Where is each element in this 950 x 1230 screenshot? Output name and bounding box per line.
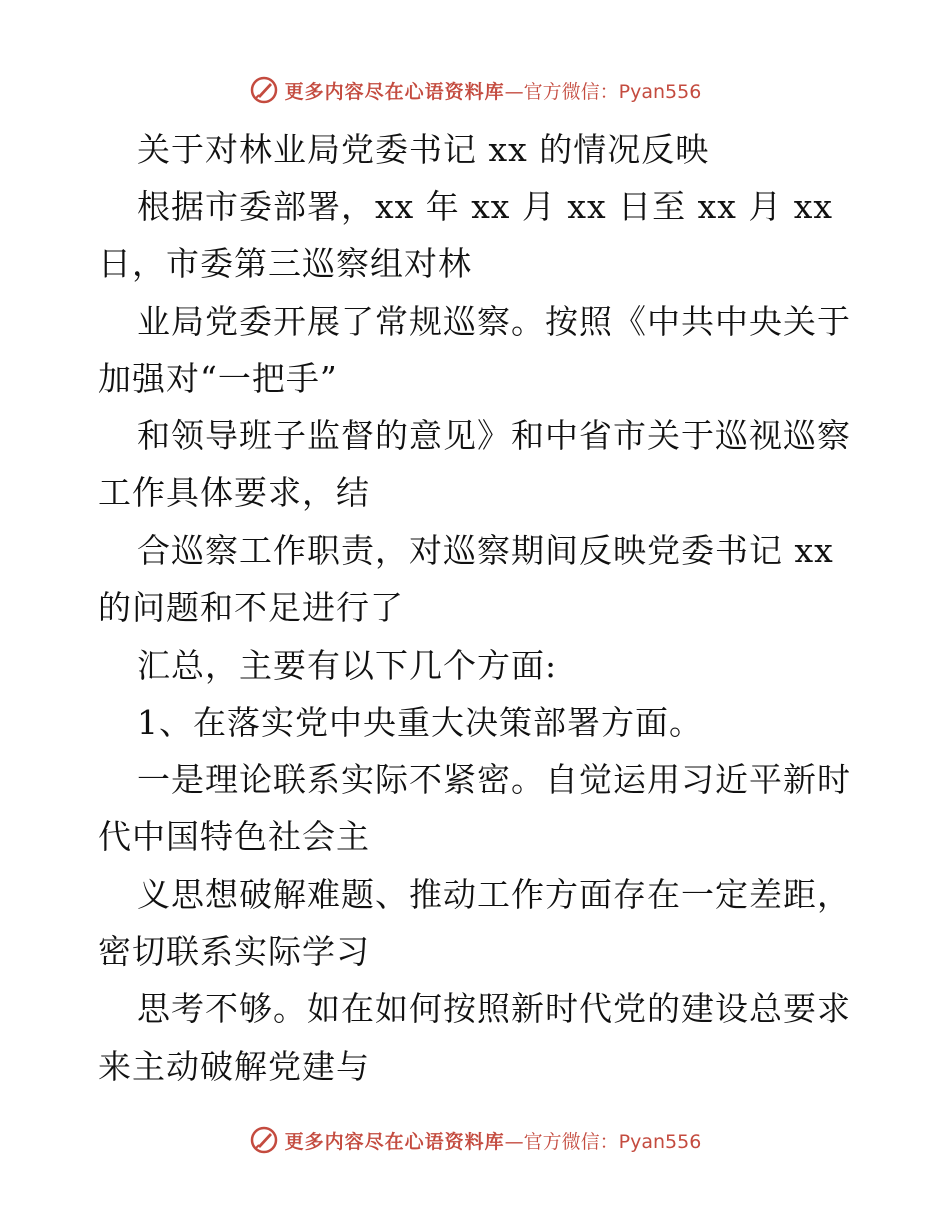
text-line: 加强对“一把手” [98,359,338,398]
text-line: 一是理论联系实际不紧密。自觉运用习近平新时 [137,760,851,799]
text-line: 来主动破解党建与 [98,1047,370,1086]
text-line: 的问题和不足进行了 [98,588,404,627]
text-line: 和领导班子监督的意见》和中省市关于巡视巡察 [137,416,851,455]
document-title: 关于对林业局党委书记 xx 的情况反映 [137,130,710,169]
watermark-sub-text: —官方微信：Pyan556 [504,1130,702,1153]
text-line: 根据市委部署，xx 年 xx 月 xx 日至 xx 月 xx [137,187,834,226]
section-heading: 1、在落实党中央重大决策部署方面。 [137,703,703,742]
quill-logo-icon [249,1125,279,1155]
text-line: 代中国特色社会主 [98,817,370,856]
watermark-main-text: 更多内容尽在心语资料库 [284,80,505,103]
text-line: 义思想破解难题、推动工作方面存在一定差距， [137,875,851,914]
text-line: 工作具体要求，结 [98,473,370,512]
watermark-main-text: 更多内容尽在心语资料库 [284,1130,505,1153]
watermark-header [0,70,950,110]
watermark-footer [0,1120,950,1160]
text-line: 思考不够。如在如何按照新时代党的建设总要求 [137,989,851,1028]
text-line: 汇总，主要有以下几个方面: [137,646,558,685]
text-line: 合巡察工作职责，对巡察期间反映党委书记 xx [137,531,834,570]
text-line: 日，市委第三巡察组对林 [98,244,472,283]
text-line: 业局党委开展了常规巡察。按照《中共中央关于 [137,302,851,341]
quill-logo-icon [249,75,279,105]
watermark-sub-text: —官方微信：Pyan556 [504,80,702,103]
text-line: 密切联系实际学习 [98,932,370,971]
